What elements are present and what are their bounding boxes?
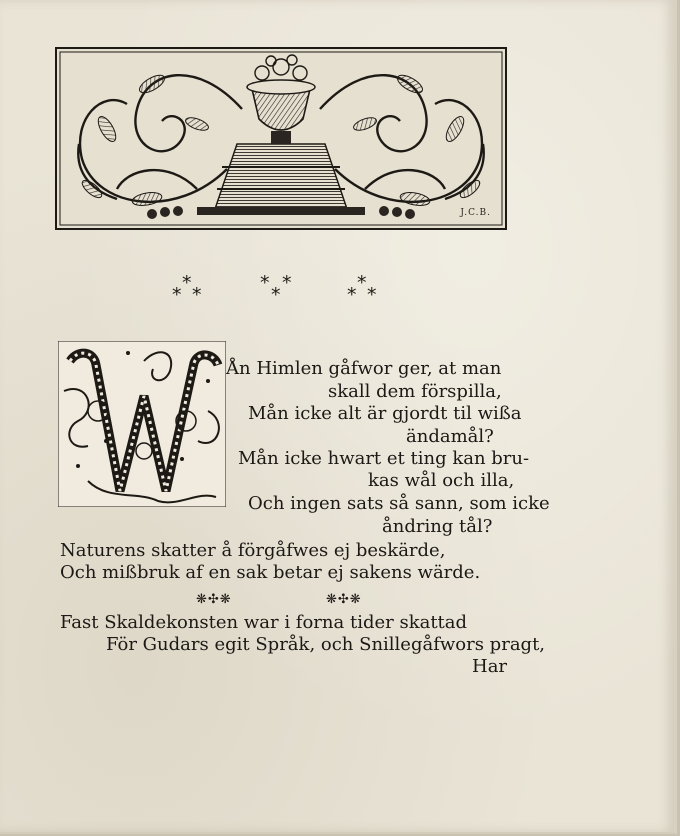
poem-line: ändamål? [406, 426, 494, 447]
poem-line: För Gudars egit Språk, och Snillegåfwors pragt, [106, 634, 546, 655]
poem-line: Och ingen sats så sann, som icke [248, 493, 550, 514]
star-cluster [345, 268, 385, 304]
poem-line: skall dem förspilla, [328, 381, 502, 402]
star-glyph: * [282, 272, 292, 294]
headpiece-engraving [57, 49, 505, 228]
star-glyph: * [357, 272, 367, 294]
star-glyph: * [260, 272, 270, 294]
star-glyph: * [182, 272, 192, 294]
poem-line: Och mißbruk af en sak betar ej sakens wärde. [60, 562, 481, 583]
decorated-initial-w [58, 341, 226, 507]
poem-line: kas wål och illa, [368, 470, 515, 491]
star-glyph: * [367, 284, 377, 306]
star-divider [170, 268, 395, 308]
poem-line: Mån icke alt är gjordt til wißa [248, 403, 522, 424]
poem-line: Ån Himlen gåfwor ger, at man [226, 358, 502, 379]
star-cluster [260, 268, 300, 304]
star-glyph: * [347, 284, 357, 306]
poem-line: Fast Skaldekonsten war i forna tider skattad [60, 612, 468, 633]
ornament-right: ❋✣❋ [326, 592, 362, 607]
catchword: Har [472, 656, 508, 677]
poem-line: Mån icke hwart et ting kan bru- [238, 448, 530, 469]
poem-line: åndring tål? [382, 516, 493, 537]
star-glyph: * [192, 284, 202, 306]
star-glyph: * [172, 284, 182, 306]
poem-line: Naturens skatter å förgåfwes ej beskärde, [60, 540, 446, 561]
ornament-left: ❋✣❋ [196, 592, 232, 607]
engraver-signature: J.C.B. [460, 208, 491, 218]
woodcut-headpiece [55, 47, 507, 230]
star-glyph: * [271, 284, 281, 306]
star-cluster [170, 268, 210, 304]
